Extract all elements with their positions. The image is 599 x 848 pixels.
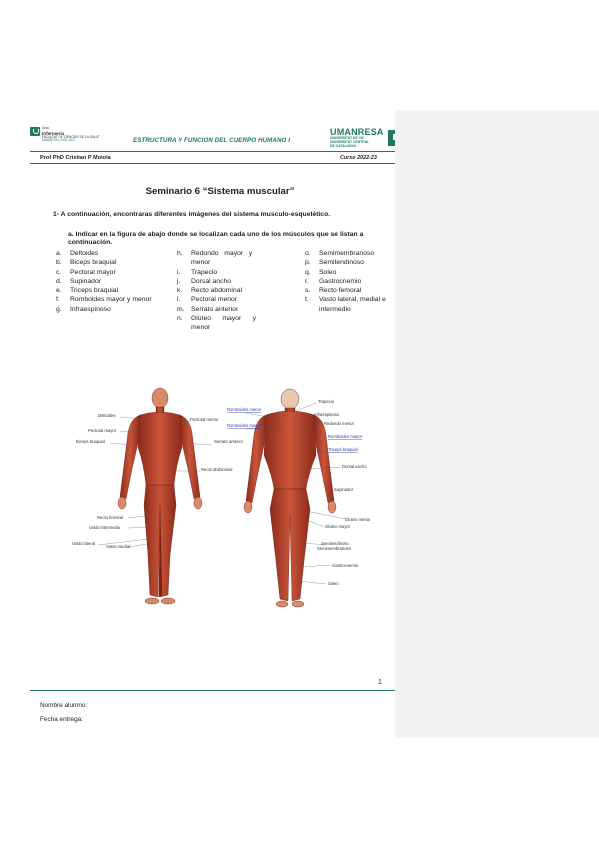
label-vasto-intermedio: Vasto intermedio bbox=[89, 525, 121, 530]
logo-line: UNIVERSITAT CENTRAL bbox=[330, 139, 370, 144]
label-dorsal-ancho: Dorsal ancho bbox=[342, 464, 367, 469]
label-semimembranoso: Semimembranoso bbox=[317, 546, 351, 551]
list-item: a. Deltoides bbox=[56, 250, 99, 257]
logo-line: DE CATALUNYA bbox=[330, 143, 356, 148]
logo-line: Grau bbox=[42, 126, 50, 130]
label-redondo-menor: Redondo menor bbox=[324, 421, 355, 426]
label-gluteo-menor: Gluteo menor bbox=[345, 517, 370, 522]
logo-line: UNIVERSITAT DE VIC bbox=[330, 136, 365, 140]
label-recto-femoral: Recto femoral bbox=[97, 515, 124, 520]
list-item: r. Gastrocnemio bbox=[305, 277, 362, 285]
list-item: e. Triceps braquial bbox=[56, 287, 119, 295]
comment-margin-panel bbox=[395, 110, 599, 738]
list-item: h. Redondo mayor y menor bbox=[177, 250, 255, 267]
list-item: q. Soleo bbox=[305, 268, 337, 276]
muscular-system-figure bbox=[70, 385, 370, 615]
label-triceps: Triceps braquial bbox=[328, 447, 358, 452]
university-logo-title: UMANRESA bbox=[330, 127, 384, 137]
list-item: b. Biceps braquial bbox=[56, 259, 117, 267]
student-name-label: Nombre alumno: bbox=[40, 702, 88, 709]
page-title: Seminario 6 “Sistema muscular” bbox=[145, 186, 295, 197]
label-pectoral-menor: Pectoral menor bbox=[190, 417, 219, 422]
list-item: j. Dorsal ancho bbox=[177, 277, 232, 285]
logo-line: Infermeria bbox=[42, 130, 65, 136]
list-item: n. Glúteo mayor y menor bbox=[177, 315, 258, 332]
list-item: m. Serrato anterior bbox=[177, 305, 239, 313]
university-logo-text bbox=[330, 137, 369, 148]
label-gluteo-mayor: Gluteo mayor bbox=[325, 524, 351, 529]
header-divider-bottom bbox=[30, 163, 416, 164]
label-trapecio: Trapecio bbox=[318, 399, 335, 404]
list-item: d. Supinador bbox=[56, 277, 101, 285]
label-semitendinoso: Semitendinoso bbox=[321, 541, 349, 546]
label-vasto-medial: Vasto medial bbox=[106, 544, 130, 549]
list-item: p. Semitendinoso bbox=[305, 259, 364, 267]
logo-line: MANRESA | UVIC-UCC bbox=[42, 138, 76, 143]
label-infraespinoso: Infraespinoso bbox=[314, 412, 340, 417]
list-item: l. Pectoral menor bbox=[177, 296, 238, 304]
list-item: f. Romboides mayor y menor bbox=[56, 296, 152, 304]
faculty-logo-text bbox=[42, 127, 100, 143]
date-label: Fecha entrega: bbox=[40, 716, 83, 723]
question-1a: a. Indicar en la figura de abajo donde se localizan cada uno de los músculos que se listan a continuación. bbox=[68, 231, 364, 246]
footer-divider bbox=[30, 690, 416, 691]
course-title: ESTRUCTURA Y FUNCION DEL CUERPO HUMANO I bbox=[133, 137, 291, 144]
question-1: 1- A continuación, encontraras diferentes imágenes del sistema musculo-esquelético. bbox=[53, 211, 331, 218]
list-item: k. Recto abdominal bbox=[177, 287, 243, 295]
label-biceps: Biceps braquial bbox=[76, 439, 105, 444]
list-item: o. Semimembranoso bbox=[305, 250, 375, 257]
list-item: g. Infraespinoso bbox=[56, 305, 111, 313]
label-recto-abdominal: Recto abdominal bbox=[201, 467, 233, 472]
list-item: c. Pectoral mayor bbox=[56, 268, 116, 276]
muscle-list-column-1 bbox=[56, 249, 176, 314]
label-gastrocnemio: Gastrocnemio bbox=[332, 563, 359, 568]
page-number: 1 bbox=[378, 679, 382, 686]
label-vasto-lateral: Vasto lateral bbox=[72, 541, 95, 546]
academic-year: Curso 2022-23 bbox=[340, 155, 377, 161]
label-pectoral-mayor: Pectoral mayor bbox=[88, 428, 117, 433]
faculty-logo-icon bbox=[30, 127, 40, 136]
label-soleo: Soleo bbox=[328, 581, 339, 586]
header-divider bbox=[30, 151, 416, 152]
label-supinador: Supinador bbox=[334, 487, 354, 492]
list-item: s. Recto femoral bbox=[305, 287, 362, 295]
muscle-list-column-3 bbox=[305, 249, 393, 314]
list-item: t. Vasto lateral, medial e intermedio bbox=[305, 296, 386, 313]
muscle-list-column-2 bbox=[177, 249, 277, 333]
logo-line: FACULTAT DE CIÈNCIES DE LA SALUT bbox=[42, 134, 100, 139]
label-deltoides: Deltoides bbox=[98, 413, 116, 418]
label-romboides-mayor-left: Romboides mayor bbox=[227, 423, 261, 428]
list-item: i. Trapecio bbox=[177, 268, 218, 276]
label-romboides-menor: Romboides menor bbox=[227, 407, 262, 412]
label-romboides-mayor-right: Romboides mayor bbox=[328, 434, 362, 439]
professor-name: Prof PhD Cristian P Moiola bbox=[40, 155, 111, 161]
label-serrato: Serrato anterior bbox=[214, 439, 244, 444]
back-body-illustration bbox=[244, 389, 336, 607]
